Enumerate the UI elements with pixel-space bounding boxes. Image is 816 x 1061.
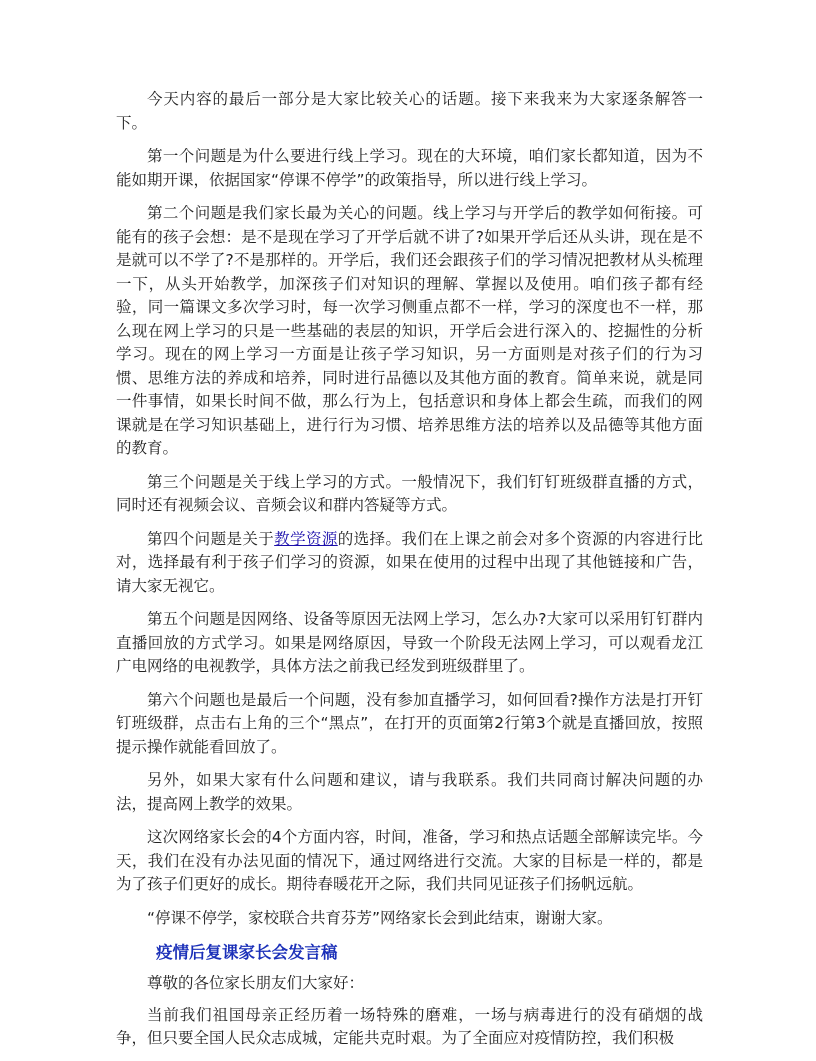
paragraph-question-4-end: 的选择。我们在上课之前会对多个资源的内容进行比对，选择最有利于孩子们学习的资源，如果在使用的过程中出现了其他链接和广告，请大家无视它。 <box>116 529 703 595</box>
document-page <box>116 88 703 1061</box>
paragraph-question-6: 第六个问题也是最后一个问题，没有参加直播学习，如何回看?操作方法是打开钉钉班级群，点击右上角的三个“黑点”，在打开的页面第2行第3个就是直播回放，按照提示操作就能看回放了。 <box>116 690 703 756</box>
paragraph-greeting: 尊敬的各位家长朋友们大家好： <box>147 974 365 992</box>
teaching-resources-link[interactable]: 教学资源 <box>274 529 338 548</box>
paragraph-question-1: 第一个问题是为什么要进行线上学习。现在的大环境，咱们家长都知道，因为不能如期开课，依据国家“停课不停学”的政策指导，所以进行线上学习。 <box>116 147 703 189</box>
paragraph-question-4 <box>116 528 703 599</box>
paragraph-summary: 这次网络家长会的4个方面内容，时间，准备，学习和热点话题全部解读完毕。今天，我们在没有办法见面的情况下，通过网络进行交流。大家的目标是一样的，都是为了孩子们更好的成长。期待春暖花开之际，我们共同见证孩子们扬帆远航。 <box>116 828 703 893</box>
paragraph-question-2: 第二个问题是我们家长最为关心的问题。线上学习与开学后的教学如何衔接。可能有的孩子会想：是不是现在学习了开学后就不讲了?如果开学后还从头讲，现在是不是就可以不学了?不是那样的。开学后，我们还会跟孩子们的学习情况把教材从头梳理一下，从头开始教学，加深孩子们对知识的理解、掌握以及使用。咱们孩子都有经验，同一篇课文多次学习时，每一次学习侧重点都不一样，学习的深度也不一样，那么现在网上学习的只是一些基础的表层的知识，开学后会进行深入的、挖掘性的分析学习。现在的网上学习一方面是让孩子学习知识，另一方面则是对孩子们的行为习惯、思维方法的养成和培养，同时进行品德以及其他方面的教育。简单来说，就是同一件事情，如果长时间不做，那么行为上，包括意识和身体上都会生疏，而我们的网课就是在学习知识基础上，进行行为习惯、培养思维方法的培养以及品德等其他方面的教育。 <box>116 204 703 457</box>
paragraph-contact: 另外，如果大家有什么问题和建议，请与我联系。我们共同商讨解决问题的办法，提高网上教学的效果。 <box>116 771 703 813</box>
paragraph-closing: “停课不停学，家校联合共育芬芳”网络家长会到此结束，谢谢大家。 <box>147 908 613 927</box>
paragraph-question-5: 第五个问题是因网络、设备等原因无法网上学习，怎么办?大家可以采用钉钉群内直播回放的方式学习。如果是网络原因，导致一个阶段无法网上学习，可以观看龙江广电网络的电视教学，具体方法之前我已经发到班级群里了。 <box>116 610 703 675</box>
paragraph-intro: 今天内容的最后一部分是大家比较关心的话题。接下来我来为大家逐条解答一下。 <box>116 90 703 132</box>
paragraph-question-3: 第三个问题是关于线上学习的方式。一般情况下，我们钉钉班级群直播的方式，同时还有视频会议、音频会议和群内答疑等方式。 <box>116 472 703 514</box>
paragraph-question-4-start: 第四个问题是关于 <box>147 529 275 548</box>
section-heading: 疫情后复课家长会发言稿 <box>156 943 338 962</box>
paragraph-speech-start: 当前我们祖国母亲正经历着一场特殊的磨难，一场与病毒进行的没有硝烟的战争，但只要全国人民众志成城，定能共克时艰。为了全面应对疫情防控，我们积极 <box>116 1005 703 1047</box>
